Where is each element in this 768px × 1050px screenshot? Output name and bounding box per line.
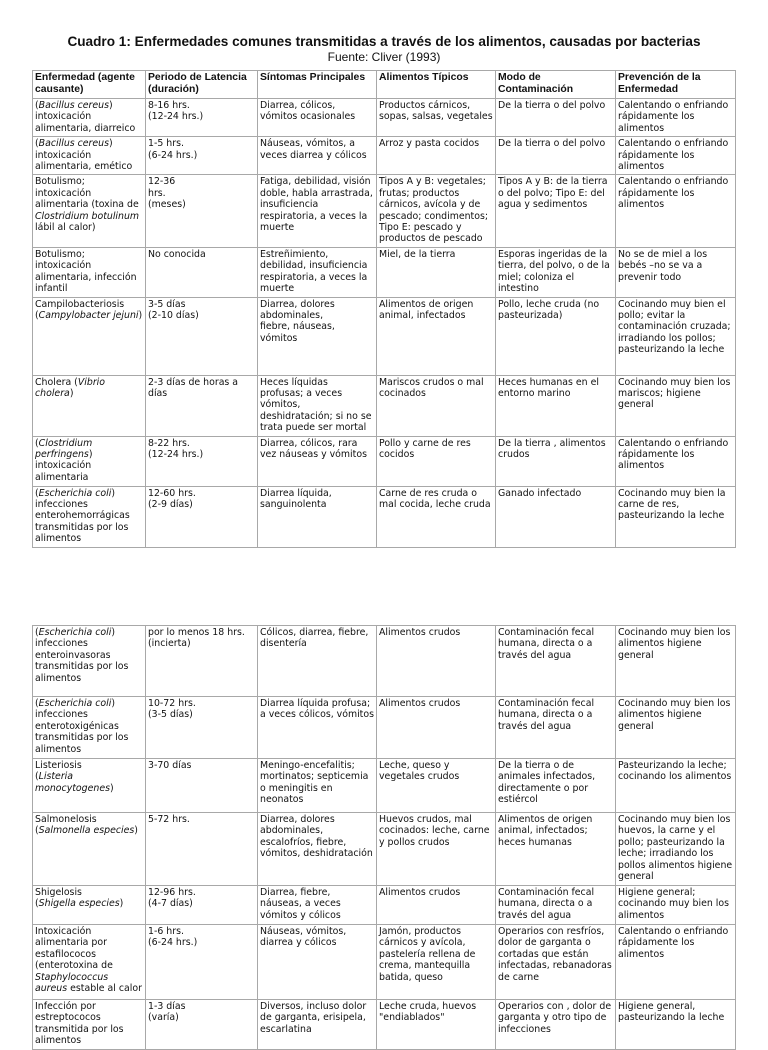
table-row bbox=[33, 375, 736, 436]
cell-contaminacion: Ganado infectado bbox=[496, 486, 616, 547]
cell-sintomas: Diarrea líquida, sanguinolenta bbox=[258, 486, 377, 547]
cell-sintomas: Diarrea, dolores abdominales, fiebre, náuseas, vómitos bbox=[258, 297, 377, 375]
cell-alimentos: Leche, queso y vegetales crudos bbox=[377, 759, 496, 813]
cell-sintomas: Diarrea, fiebre, náuseas, a veces vómitos y cólicos bbox=[258, 886, 377, 925]
cell-alimentos: Mariscos crudos o mal cocinados bbox=[377, 375, 496, 436]
cell-enfermedad: Campilobacteriosis (Campylobacter jejuni) bbox=[33, 297, 146, 375]
cell-sintomas: Diarrea líquida profusa; a veces cólicos, vómitos bbox=[258, 697, 377, 759]
cell-prevencion: No se de miel a los bebés –no se va a prevenir todo bbox=[616, 247, 736, 297]
cell-sintomas: Heces líquidas profusas; a veces vómitos, deshidratación; si no se trata puede ser mortal bbox=[258, 375, 377, 436]
cell-latencia: 8-16 hrs. (12-24 hrs.) bbox=[146, 99, 258, 137]
cell-enfermedad: Shigelosis (Shigella especies) bbox=[33, 886, 146, 925]
cell-latencia: No conocida bbox=[146, 247, 258, 297]
cell-contaminacion: De la tierra , alimentos crudos bbox=[496, 436, 616, 486]
cell-prevencion: Higiene general; cocinando muy bien los alimentos bbox=[616, 886, 736, 925]
cell-latencia: 1-3 días (varía) bbox=[146, 1000, 258, 1050]
cell-prevencion: Cocinando muy bien los alimentos higiene general bbox=[616, 697, 736, 759]
cell-contaminacion: Operarios con resfríos, dolor de garganta o cortadas que están infectadas, rebanadoras de carne bbox=[496, 925, 616, 1000]
table-body-bottom bbox=[33, 626, 736, 1050]
cell-enfermedad: (Bacillus cereus) intoxicación alimentaria, diarreico bbox=[33, 99, 146, 137]
table-row bbox=[33, 99, 736, 137]
cell-prevencion: Calentando o enfriando rápidamente los alimentos bbox=[616, 436, 736, 486]
cell-alimentos: Jamón, productos cárnicos y avícola, pastelería rellena de crema, mantequilla batida, queso bbox=[377, 925, 496, 1000]
cell-latencia: 10-72 hrs. (3-5 días) bbox=[146, 697, 258, 759]
cell-enfermedad: Intoxicación alimentaria por estafilococos (enterotoxina de Staphylococcus aureus estable al calor bbox=[33, 925, 146, 1000]
table-body-top bbox=[33, 99, 736, 548]
cell-sintomas: Diversos, incluso dolor de garganta, erisipela, escarlatina bbox=[258, 1000, 377, 1050]
cell-contaminacion: Heces humanas en el entorno marino bbox=[496, 375, 616, 436]
cell-prevencion: Cocinando muy bien los huevos, la carne y el pollo; pasteurizando la leche; irradiando los pollos alimentos higiene general bbox=[616, 813, 736, 886]
cell-enfermedad: Salmonelosis (Salmonella especies) bbox=[33, 813, 146, 886]
cell-latencia: 5-72 hrs. bbox=[146, 813, 258, 886]
cell-latencia: 12-96 hrs. (4-7 días) bbox=[146, 886, 258, 925]
table-row bbox=[33, 886, 736, 925]
cell-latencia: 3-70 días bbox=[146, 759, 258, 813]
cell-sintomas: Diarrea, dolores abdominales, escalofríos, fiebre, vómitos, deshidratación bbox=[258, 813, 377, 886]
cell-sintomas: Diarrea, cólicos, vómitos ocasionales bbox=[258, 99, 377, 137]
page-subtitle: Fuente: Cliver (1993) bbox=[327, 50, 441, 64]
cell-enfermedad: (Escherichia coli) infecciones enteroinvasoras transmitidas por los alimentos bbox=[33, 626, 146, 697]
cell-prevencion: Pasteurizando la leche; cocinando los alimentos bbox=[616, 759, 736, 813]
header-contaminacion: Modo de Contaminación bbox=[496, 71, 616, 99]
cell-alimentos: Huevos crudos, mal cocinados: leche, carne y pollos crudos bbox=[377, 813, 496, 886]
cell-alimentos: Productos cárnicos, sopas, salsas, vegetales bbox=[377, 99, 496, 137]
disease-table-bottom bbox=[32, 625, 736, 1050]
cell-prevencion: Cocinando muy bien el pollo; evitar la contaminación cruzada; irradiando los pollos; pasteurizando la leche bbox=[616, 297, 736, 375]
header-prevencion: Prevención de la Enfermedad bbox=[616, 71, 736, 99]
cell-latencia: 12-36 hrs. (meses) bbox=[146, 175, 258, 247]
cell-alimentos: Miel, de la tierra bbox=[377, 247, 496, 297]
table-row bbox=[33, 626, 736, 697]
table-row bbox=[33, 486, 736, 547]
cell-contaminacion: Operarios con , dolor de garganta y otro tipo de infecciones bbox=[496, 1000, 616, 1050]
cell-contaminacion: Contaminación fecal humana, directa o a través del agua bbox=[496, 697, 616, 759]
cell-alimentos: Alimentos crudos bbox=[377, 697, 496, 759]
header-latencia: Periodo de Latencia (duración) bbox=[146, 71, 258, 99]
cell-sintomas: Náuseas, vómitos, a veces diarrea y cólicos bbox=[258, 137, 377, 175]
cell-contaminacion: De la tierra o del polvo bbox=[496, 137, 616, 175]
cell-sintomas: Fatiga, debilidad, visión doble, habla arrastrada, insuficiencia respiratoria, a veces la muerte bbox=[258, 175, 377, 247]
cell-alimentos: Arroz y pasta cocidos bbox=[377, 137, 496, 175]
cell-contaminacion: De la tierra o del polvo bbox=[496, 99, 616, 137]
cell-enfermedad: (Clostridium perfringens) intoxicación alimentaria bbox=[33, 436, 146, 486]
cell-enfermedad: Infección por estreptococos transmitida por los alimentos bbox=[33, 1000, 146, 1050]
table-row bbox=[33, 247, 736, 297]
header-sintomas: Síntomas Principales bbox=[258, 71, 377, 99]
cell-prevencion: Calentando o enfriando rápidamente los alimentos bbox=[616, 99, 736, 137]
cell-latencia: 8-22 hrs. (12-24 hrs.) bbox=[146, 436, 258, 486]
cell-prevencion: Higiene general, pasteurizando la leche bbox=[616, 1000, 736, 1050]
cell-enfermedad: Botulismo; intoxicación alimentaria (toxina de Clostridium botulinum lábil al calor) bbox=[33, 175, 146, 247]
table-row bbox=[33, 436, 736, 486]
table-row bbox=[33, 813, 736, 886]
cell-contaminacion: De la tierra o de animales infectados, directamente o por estiércol bbox=[496, 759, 616, 813]
cell-prevencion: Cocinando muy bien los alimentos higiene general bbox=[616, 626, 736, 697]
cell-prevencion: Cocinando muy bien los mariscos; higiene general bbox=[616, 375, 736, 436]
page-break bbox=[0, 552, 768, 624]
table-row bbox=[33, 175, 736, 247]
cell-alimentos: Tipos A y B: vegetales; frutas; productos cárnicos, avícola y de pescado; condimentos; Tipo E: pescado y productos de pescado bbox=[377, 175, 496, 247]
cell-alimentos: Carne de res cruda o mal cocida, leche cruda bbox=[377, 486, 496, 547]
cell-latencia: 3-5 días (2-10 días) bbox=[146, 297, 258, 375]
cell-prevencion: Calentando o enfriando rápidamente los alimentos bbox=[616, 925, 736, 1000]
cell-prevencion: Calentando o enfriando rápidamente los alimentos bbox=[616, 175, 736, 247]
cell-enfermedad: Cholera (Vibrio cholera) bbox=[33, 375, 146, 436]
cell-enfermedad: (Escherichia coli) infecciones enterotoxigénicas transmitidas por los alimentos bbox=[33, 697, 146, 759]
table-row bbox=[33, 297, 736, 375]
table-row bbox=[33, 1000, 736, 1050]
cell-contaminacion: Alimentos de origen animal, infectados; heces humanas bbox=[496, 813, 616, 886]
table-header-row bbox=[33, 71, 736, 99]
cell-prevencion: Calentando o enfriando rápidamente los alimentos bbox=[616, 137, 736, 175]
cell-latencia: 2-3 días de horas a días bbox=[146, 375, 258, 436]
cell-alimentos: Leche cruda, huevos "endiablados" bbox=[377, 1000, 496, 1050]
cell-alimentos: Pollo y carne de res cocidos bbox=[377, 436, 496, 486]
cell-latencia: 1-6 hrs. (6-24 hrs.) bbox=[146, 925, 258, 1000]
cell-latencia: 1-5 hrs. (6-24 hrs.) bbox=[146, 137, 258, 175]
cell-sintomas: Estreñimiento, debilidad, insuficiencia respiratoria, a veces la muerte bbox=[258, 247, 377, 297]
cell-contaminacion: Esporas ingeridas de la tierra, del polvo, o de la miel; coloniza el intestino bbox=[496, 247, 616, 297]
disease-table-top bbox=[32, 70, 736, 548]
cell-enfermedad: Botulismo; intoxicación alimentaria, infección infantil bbox=[33, 247, 146, 297]
cell-contaminacion: Contaminación fecal humana, directa o a través del agua bbox=[496, 626, 616, 697]
cell-contaminacion: Tipos A y B: de la tierra o del polvo; Tipo E: del agua y sedimentos bbox=[496, 175, 616, 247]
cell-contaminacion: Contaminación fecal humana, directa o a través del agua bbox=[496, 886, 616, 925]
cell-alimentos: Alimentos de origen animal, infectados bbox=[377, 297, 496, 375]
header-alimentos: Alimentos Típicos bbox=[377, 71, 496, 99]
table-row bbox=[33, 137, 736, 175]
cell-enfermedad: Listeriosis (Listeria monocytogenes) bbox=[33, 759, 146, 813]
table-row bbox=[33, 697, 736, 759]
cell-prevencion: Cocinando muy bien la carne de res, pasteurizando la leche bbox=[616, 486, 736, 547]
cell-sintomas: Cólicos, diarrea, fiebre, disentería bbox=[258, 626, 377, 697]
header-enfermedad: Enfermedad (agente causante) bbox=[33, 71, 146, 99]
table-row bbox=[33, 925, 736, 1000]
cell-sintomas: Diarrea, cólicos, rara vez náuseas y vómitos bbox=[258, 436, 377, 486]
cell-enfermedad: (Escherichia coli) infecciones enterohemorrágicas transmitidas por los alimentos bbox=[33, 486, 146, 547]
page-title: Cuadro 1: Enfermedades comunes transmitidas a través de los alimentos, causadas por bacterias bbox=[67, 34, 701, 49]
cell-latencia: por lo menos 18 hrs. (incierta) bbox=[146, 626, 258, 697]
cell-sintomas: Meningo-encefalitis; mortinatos; septicemia o meningitis en neonatos bbox=[258, 759, 377, 813]
table-row bbox=[33, 759, 736, 813]
cell-sintomas: Náuseas, vómitos, diarrea y cólicos bbox=[258, 925, 377, 1000]
cell-alimentos: Alimentos crudos bbox=[377, 886, 496, 925]
cell-latencia: 12-60 hrs. (2-9 días) bbox=[146, 486, 258, 547]
cell-alimentos: Alimentos crudos bbox=[377, 626, 496, 697]
cell-contaminacion: Pollo, leche cruda (no pasteurizada) bbox=[496, 297, 616, 375]
cell-enfermedad: (Bacillus cereus) intoxicación alimentaria, emético bbox=[33, 137, 146, 175]
